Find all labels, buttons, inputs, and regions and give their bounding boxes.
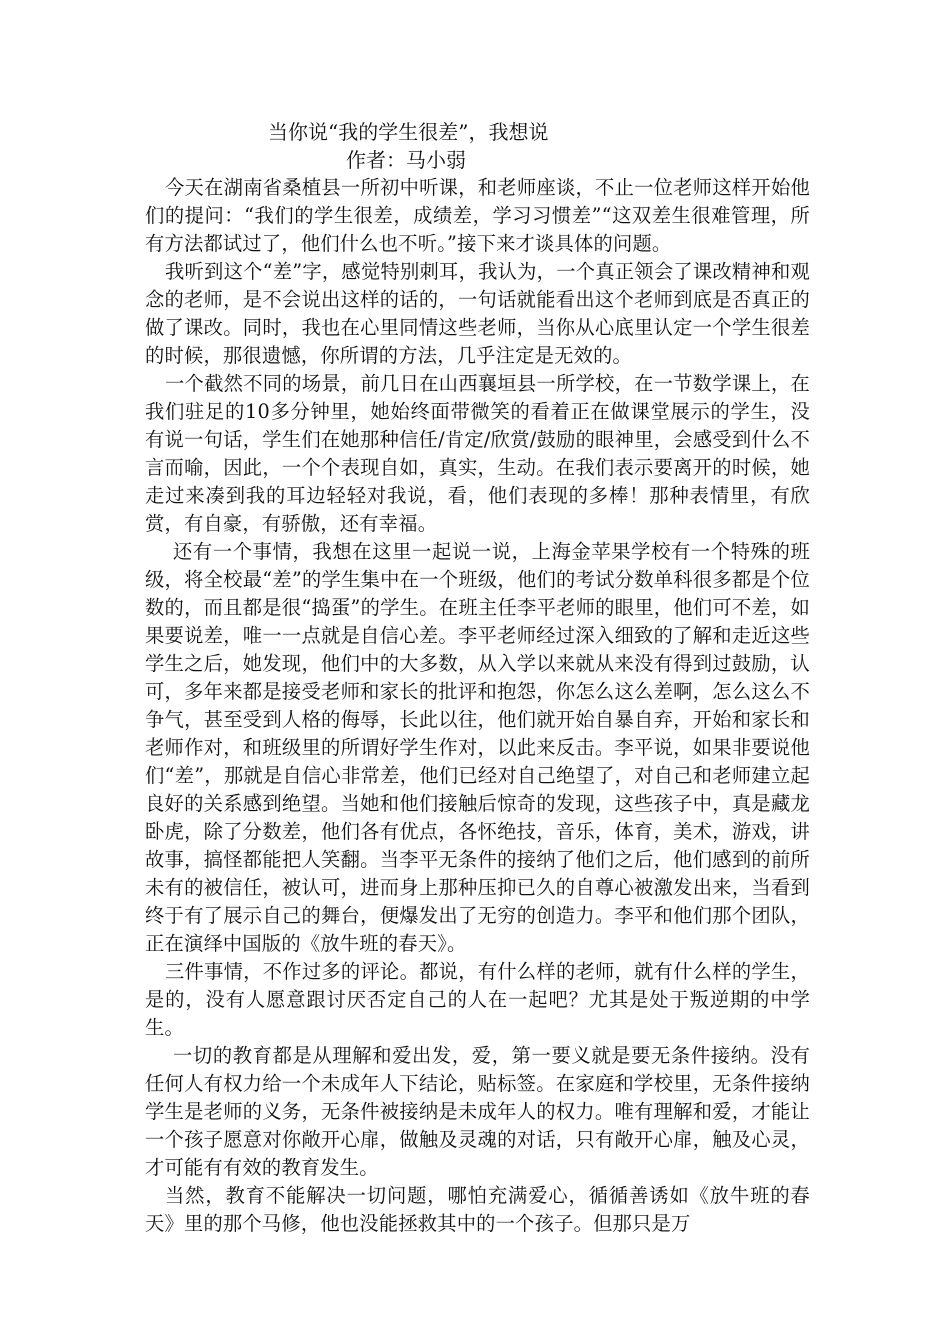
document-author: 作者：马小弱 bbox=[346, 148, 466, 172]
paragraph: 还有一个事情，我想在这里一起说一说，上海金苹果学校有一个特殊的班级，将全校最“差”的学生集中在一个班级，他们的考试分数单科很多都是个位数的，而且都是很“捣蛋”的学生。在班主任李平老师的眼里，他们可不差，如果要说差，唯一一点就是自信心差。李平老师经过深入细致的了解和走近这些学生之后，她发现，他们中的大多数，从入学以来就从来没有得到过鼓励，认可，多年来都是接受老师和家长的批评和抱怨，你怎么这么差啊，怎么这么不争气，甚至受到人格的侮辱，长此以往，他们就开始自暴自弃，开始和家长和老师作对，和班级里的所谓好学生作对，以此来反击。李平说，如果非要说他们“差”，那就是自信心非常差，他们已经对自己绝望了，对自己和老师建立起良好的关系感到绝望。当她和他们接触后惊奇的发现，这些孩子中，真是藏龙卧虎，除了分数差，他们各有优点，各怀绝技，音乐，体育，美术，游戏，讲故事，搞怪都能把人笑翻。当李平无条件的接纳了他们之后，他们感到的前所未有的被信任，被认可，进而身上那种压抑已久的自尊心被激发出来，当看到终于有了展示自己的舞台，便爆发出了无穷的创造力。李平和他们那个团队，正在演绎中国版的《放牛班的春天》。 bbox=[145, 540, 810, 955]
paragraph: 今天在湖南省桑植县一所初中听课，和老师座谈，不止一位老师这样开始他们的提问：“我们的学生很差，成绩差，学习习惯差”“这双差生很难管理，所有方法都试过了，他们什么也不听。”接下来才谈具体的问题。 bbox=[145, 176, 810, 255]
paragraph: 我听到这个“差”字，感觉特别刺耳，我认为，一个真正领会了课改精神和观念的老师，是不会说出这样的话的，一句话就能看出这个老师到底是否真正的做了课改。同时，我也在心里同情这些老师，当你从心底里认定一个学生很差的时候，那很遗憾，你所谓的方法，几乎注定是无效的。 bbox=[145, 260, 810, 367]
document-page bbox=[145, 118, 810, 1238]
paragraph: 当然，教育不能解决一切问题，哪怕充满爱心，循循善诱如《放牛班的春天》里的那个马修，他也没能拯救其中的一个孩子。但那只是万 bbox=[145, 1184, 810, 1235]
paragraph: 一个截然不同的场景，前几日在山西襄垣县一所学校，在一节数学课上，在我们驻足的10多分钟里，她始终面带微笑的看着正在做课堂展示的学生，没有说一句话，学生们在她那种信任/肯定/欣赏/鼓励的眼神里，会感受到什么不言而喻，因此，一个个表现自如，真实，生动。在我们表示要离开的时候，她走过来凑到我的耳边轻轻对我说，看，他们表现的多棒！那种表情里，有欣赏，有自豪，有骄傲，还有幸福。 bbox=[145, 372, 810, 535]
document-title: 当你说“我的学生很差”，我想说 bbox=[268, 120, 549, 144]
paragraph: 一切的教育都是从理解和爱出发，爱，第一要义就是要无条件接纳。没有任何人有权力给一个未成年人下结论，贴标签。在家庭和学校里，无条件接纳学生是老师的义务，无条件被接纳是未成年人的权力。唯有理解和爱，才能让一个孩子愿意对你敞开心扉，做触及灵魂的对话，只有敞开心扉，触及心灵，才可能有有效的教育发生。 bbox=[145, 1044, 810, 1179]
paragraph: 三件事情，不作过多的评论。都说，有什么样的老师，就有什么样的学生，是的，没有人愿意跟讨厌否定自己的人在一起吧？尤其是处于叛逆期的中学生。 bbox=[145, 960, 810, 1039]
document-body bbox=[145, 174, 810, 1238]
